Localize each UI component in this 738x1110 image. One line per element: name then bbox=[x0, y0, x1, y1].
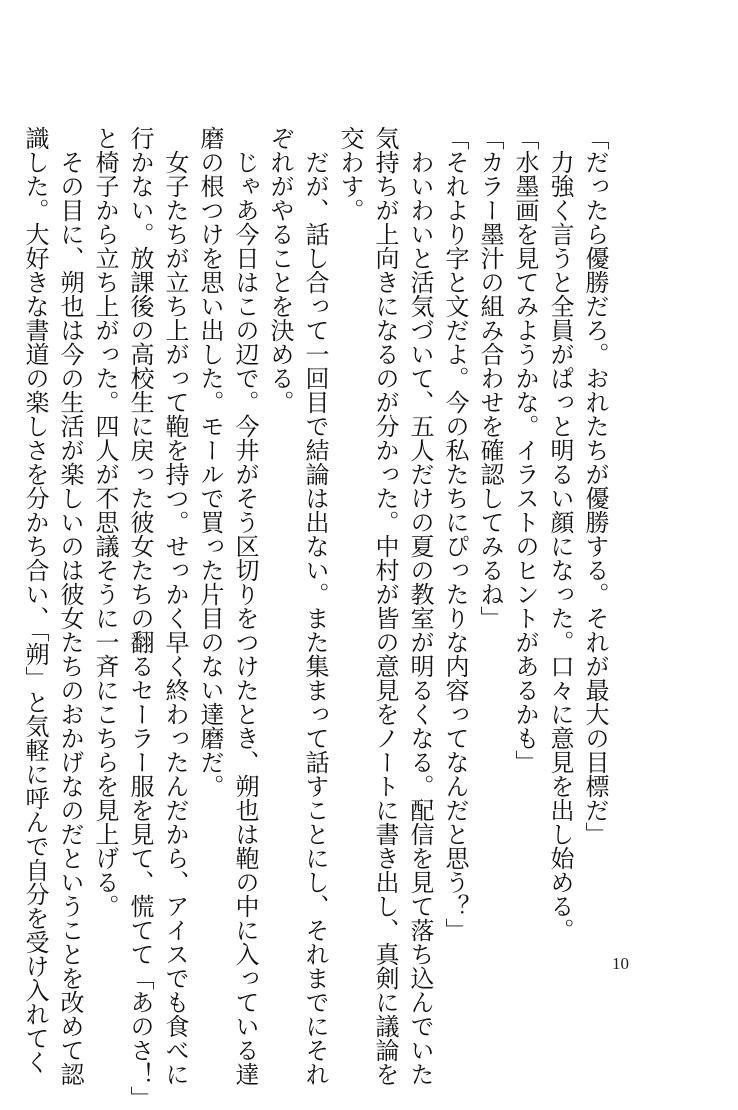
text-line: 力強く言うと全員がぱっと明るい顔になった。口々に意見を出し始める。 bbox=[546, 126, 574, 942]
text-line: と椅子から立ち上がった。四人が不思議そうに一斉にこちらを見上げる。 bbox=[91, 126, 119, 918]
text-line: 行かない。放課後の高校生に戻った彼女たちの翻るセーラー服を見て、慌てて「あのさ！」 bbox=[126, 126, 154, 1110]
text-line: 「カラー墨汁の組み合わせを確認してみるね」 bbox=[476, 126, 504, 630]
text-line: ぞれがやることを決める。 bbox=[266, 126, 294, 414]
text-line: 交わす。 bbox=[336, 126, 364, 222]
page-number: 10 bbox=[612, 954, 629, 973]
text-line: 磨の根つけを思い出した。モールで買った片目のない達磨だ。 bbox=[196, 126, 224, 798]
text-line: 「水墨画を見てみようかな。イラストのヒントがあるかも」 bbox=[511, 126, 539, 774]
text-line: 「だったら優勝だろ。おれたちが優勝する。それが最大の目標だ」 bbox=[581, 126, 609, 846]
text-line: その目に、朔也は今の生活が楽しいのは彼女たちのおかげなのだということを改めて認 bbox=[56, 126, 84, 1086]
text-line: 気持ちが上向きになるのが分かった。中村が皆の意見をノートに書き出し、真剣に議論を bbox=[371, 126, 399, 1086]
text-line: 識した。大好きな書道の楽しさを分かち合い、「朔」と気軽に呼んで自分を受け入れてく bbox=[21, 126, 49, 1074]
text-line: だが、話し合って一回目で結論は出ない。また集まって話すことにし、それまでにそれ bbox=[301, 126, 329, 1086]
text-line: じゃあ今日はこの辺で。今井がそう区切りをつけたとき、朔也は鞄の中に入っている達 bbox=[231, 126, 259, 1086]
vertical-text-block bbox=[17, 126, 612, 1110]
text-line: 「それより字と文だよ。今の私たちにぴったりな内容ってなんだと思う？」 bbox=[441, 126, 469, 942]
text-line: 女子たちが立ち上がって鞄を持つ。せっかく早く終わったんだから、アイスでも食べに bbox=[161, 126, 189, 1086]
text-line: わいわいと活気づいて、五人だけの夏の教室が明るくなる。配信を見て落ち込んでいた bbox=[406, 126, 434, 1086]
